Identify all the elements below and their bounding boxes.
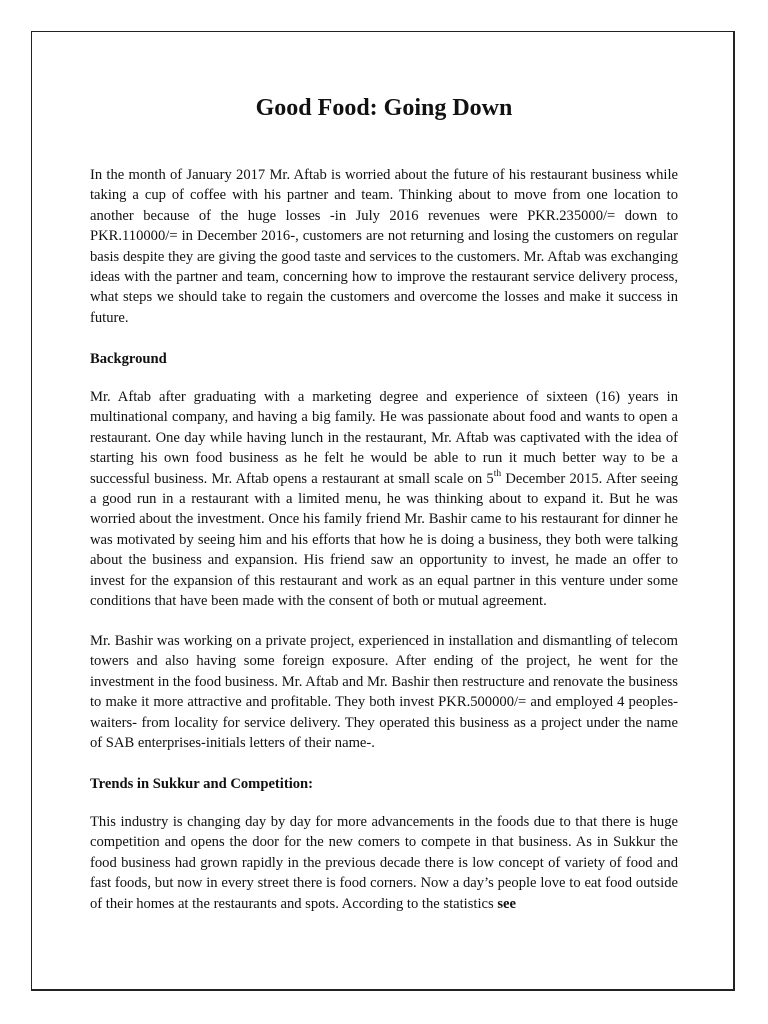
background-paragraph-2: Mr. Bashir was working on a private project, experienced in installation and dismantling of telecom towers and also having some foreign exposure. After ending of the project, he went for the investment in the food business. Mr. Aftab and Mr. Bashir then restructure and renovate the business to make it more attractive and profitable. They both invest PKR.500000/= and employed 4 peoples-waiters- from locality for service delivery. They operated this business as a project under the name of SAB enterprises-initials letters of their name-. — [90, 633, 678, 752]
trends-paragraph — [90, 812, 678, 914]
background-text-start: Mr. Aftab after graduating with a marketing degree and experience of sixteen (16) years in multinational company, and having a big family. He was passionate about food and wants to open a restaurant. One day while having lunch in the restaurant, Mr. Aftab was captivated with the idea of starting his own food business as he felt he would be able to run it much better way to be a successful business. Mr. Aftab opens a restaurant at small scale on 5 — [90, 389, 678, 487]
page-title: Good Food: Going Down — [255, 95, 513, 121]
trends-heading: Trends in Sukkur and Competition: — [90, 776, 314, 792]
trends-bold-tail: see — [497, 895, 516, 912]
trends-text: This industry is changing day by day for more advancements in the foods due to that there is huge competition and opens the door for the new comers to compete in that business. As in Sukkur the food business had grown rapidly in the previous decade there is low concept of variety of food and fast foods, but now in every street there is food corners. Now a day’s people love to eat food outside of their homes at the restaurants and spots. According to the statistics — [90, 814, 678, 912]
background-heading: Background — [90, 351, 167, 367]
background-paragraph-1 — [90, 387, 678, 611]
intro-paragraph: In the month of January 2017 Mr. Aftab is worried about the future of his restaurant business while taking a cup of coffee with his partner and team. Thinking about to move from one location to another because of the huge losses -in July 2016 revenues were PKR.235000/= down to PKR.110000/= in December 2016-, customers are not returning and losing the customers on regular basis despite they are giving the good taste and services to the customers. Mr. Aftab was exchanging ideas with the partner and team, concerning how to improve the restaurant service delivery process, what steps we should take to regain the customers and overcome the losses and make it success in future. — [90, 167, 678, 326]
background-text-end: December 2015. After seeing a good run in a restaurant with a limited menu, he was thinking about to expand it. But he was worried about the investment. Once his family friend Mr. Bashir came to his restaurant for dinner he was motivated by seeing him and his efforts that how he is doing a business, they both were talking about the business and expansion. His friend saw an opportunity to invest, he made an offer to invest for the expansion of this restaurant and work as an equal partner in this venture under some conditions that have been made with the consent of both or mutual agreement. — [90, 470, 678, 610]
ordinal-suffix: th — [493, 468, 502, 479]
